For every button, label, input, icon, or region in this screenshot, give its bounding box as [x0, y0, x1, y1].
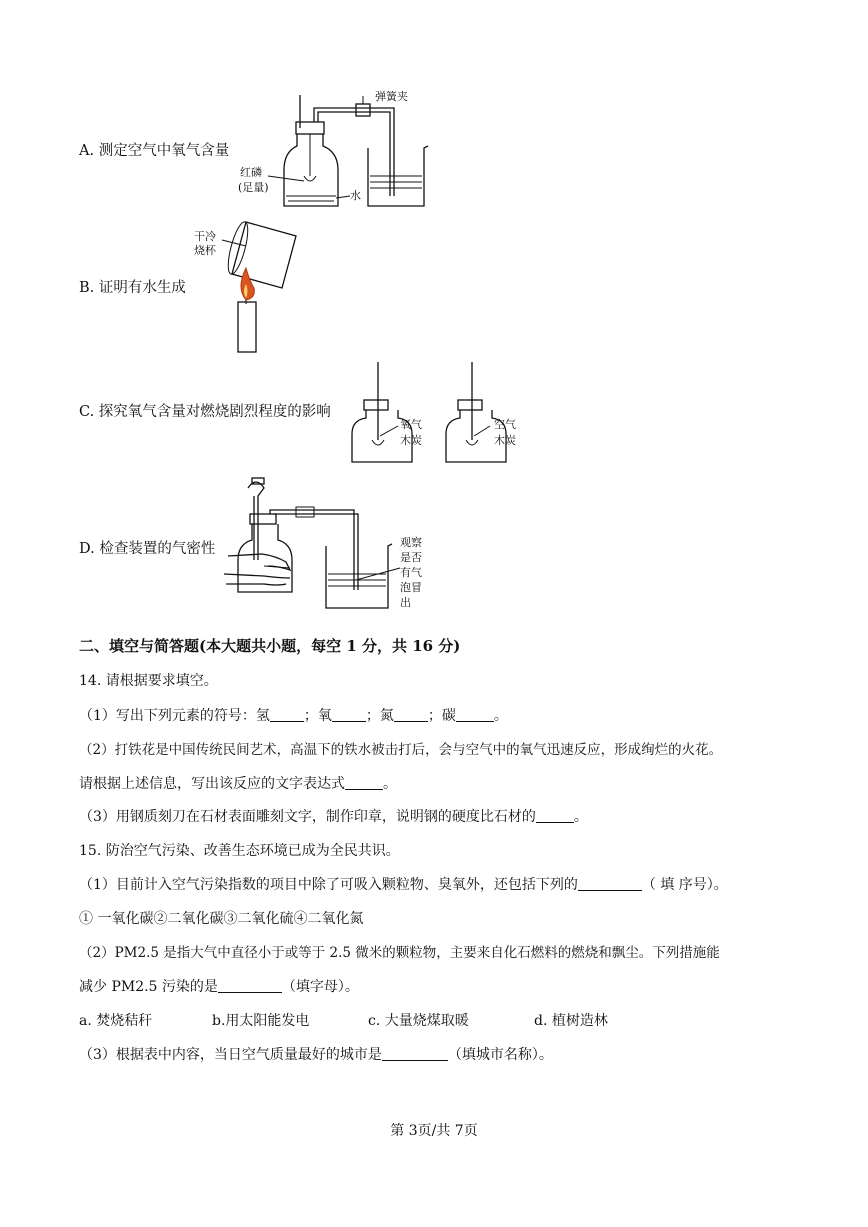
label-dry-cold: 干冷	[194, 230, 216, 243]
q15-p2-end: （填字母）。	[281, 979, 359, 995]
q14-part2-line2	[79, 774, 397, 794]
label-red-phosphorus: 红磷	[240, 166, 262, 179]
q14-p1-c: ；碳	[427, 708, 456, 724]
q15-p1: （1）目前计入空气污染指数的项目中除了可吸入颗粒物、臭氧外，还包括下列的	[79, 877, 578, 893]
q15-p2-line1: （2）PM2.5 是指大气中直径小于或等于 2.5 微米的颗粒物，主要来自化石燃料的燃烧和飘尘。下列措施能	[79, 945, 720, 961]
q15-p1-choices: ① 一氧化碳②二氧化碳③二氧化硫④二氧化氮	[79, 911, 364, 927]
q15-part3	[79, 1045, 553, 1065]
q15-p2-line2: 减少 PM2.5 污染的是	[79, 979, 218, 995]
q14-p3-end: 。	[573, 809, 588, 825]
q15-p3: （3）根据表中内容，当日空气质量最好的城市是	[79, 1047, 382, 1063]
q15-p2-option-d: d. 植树造林	[534, 1013, 608, 1029]
q15-stem: 15. 防治空气污染、改善生态环境已成为全民共识。	[79, 843, 400, 859]
q15-p2-option-a: a. 焚烧秸秆	[79, 1013, 153, 1029]
label-whether: 是否	[400, 551, 422, 564]
answer-blank-pollutants[interactable]	[578, 876, 642, 891]
answer-blank-word-equation[interactable]	[345, 775, 383, 790]
page-footer: 第 3页/共 7页	[390, 1123, 478, 1139]
q14-p1-lead: （1）写出下列元素的符号：氢	[79, 708, 270, 724]
answer-blank-c[interactable]	[456, 707, 494, 722]
q14-p1-n: ；氮	[365, 708, 394, 724]
label-out: 出	[400, 596, 411, 609]
label-observe: 观察	[400, 536, 422, 549]
option-b: B. 证明有水生成	[79, 280, 186, 296]
option-a: A. 测定空气中氧气含量	[79, 143, 230, 159]
answer-blank-h[interactable]	[270, 707, 304, 722]
q15-p1-end: （ 填 序号）。	[641, 877, 728, 893]
label-beaker: 烧杯	[194, 244, 216, 257]
q15-p3-end: （填城市名称）。	[447, 1047, 553, 1063]
q14-p1-o: ；氧	[303, 708, 332, 724]
label-have-gas: 有气	[400, 566, 422, 579]
q14-p2-line1: （2）打铁花是中国传统民间艺术，高温下的铁水被击打后，会与空气中的氧气迅速反应，形成绚烂的火花。	[79, 742, 723, 758]
label-bubbles: 泡冒	[400, 581, 422, 594]
q14-p1-end: 。	[493, 708, 508, 724]
q15-p2-option-b: b.用太阳能发电	[212, 1013, 310, 1029]
label-air: 空气	[494, 418, 516, 431]
section-heading: 二、填空与简答题(本大题共小题，每空 1 分，共 16 分)	[79, 637, 461, 655]
label-charcoal-left: 木炭	[400, 434, 422, 447]
answer-blank-best-city[interactable]	[382, 1046, 448, 1061]
option-d: D. 检查装置的气密性	[79, 541, 216, 557]
q14-p2-end: 。	[383, 776, 397, 792]
q15-p2-option-c: c. 大量烧煤取暖	[368, 1013, 469, 1029]
label-oxygen: 氧气	[400, 418, 422, 431]
label-water: 水	[350, 189, 361, 202]
label-charcoal-right: 木炭	[494, 434, 516, 447]
q15-part1	[79, 875, 728, 895]
q14-stem: 14. 请根据要求填空。	[79, 673, 218, 689]
q14-p2-line2: 请根据上述信息，写出该反应的文字表达式	[79, 776, 345, 792]
label-sufficient: (足量)	[238, 181, 269, 194]
answer-blank-hardness[interactable]	[536, 808, 574, 823]
q14-part3	[79, 807, 588, 827]
option-c: C. 探究氧气含量对燃烧剧烈程度的影响	[79, 404, 331, 420]
answer-blank-n[interactable]	[394, 707, 428, 722]
q14-part1	[79, 706, 508, 726]
q14-p3: （3）用钢质刻刀在石材表面雕刻文字，制作印章，说明钢的硬度比石材的	[79, 809, 536, 825]
answer-blank-o[interactable]	[332, 707, 366, 722]
label-spring-clip: 弹簧夹	[375, 90, 408, 103]
q15-part2-line2	[79, 977, 359, 997]
answer-blank-pm25[interactable]	[218, 978, 282, 993]
